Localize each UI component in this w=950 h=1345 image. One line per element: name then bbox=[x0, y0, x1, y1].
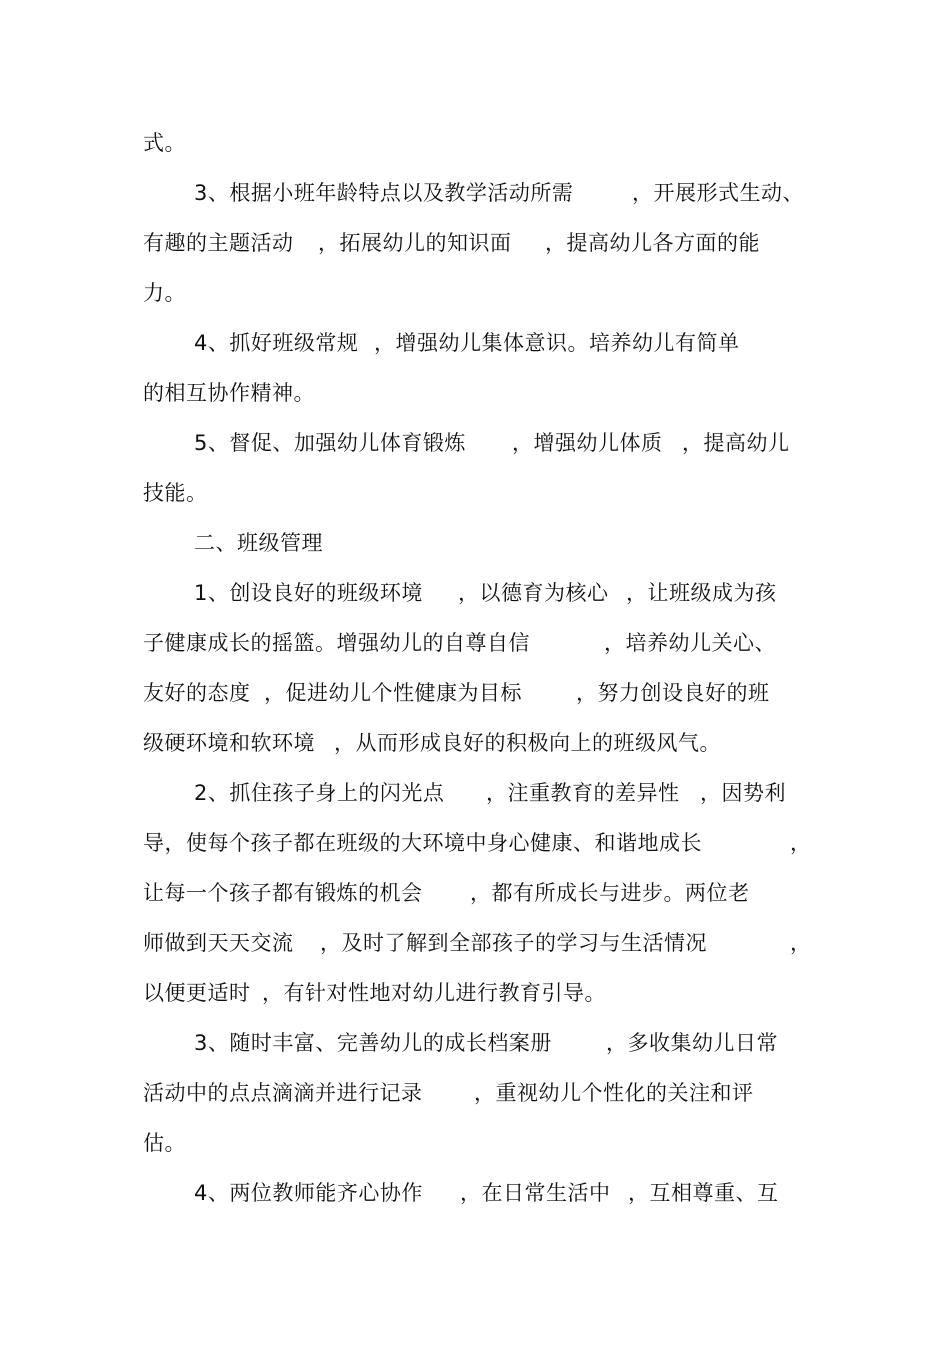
text-line: 4、抓好班级常规 bbox=[194, 331, 359, 355]
text-line: ，从而形成良好的积极向上的班级风气。 bbox=[334, 731, 721, 755]
text-line: 力。 bbox=[143, 281, 186, 305]
text-line: 2、抓住孩子身上的闪光点 bbox=[194, 781, 445, 805]
text-line: ，以德育为核心 bbox=[458, 581, 609, 605]
text-line: 3、随时丰富、完善幼儿的成长档案册 bbox=[194, 1031, 552, 1055]
text-line: 活动中的点点滴滴并进行记录 bbox=[143, 1081, 423, 1105]
text-line: ，拓展幼儿的知识面 bbox=[318, 231, 512, 255]
text-line: ，增强幼儿集体意识。培养幼儿有简单 bbox=[374, 331, 740, 355]
text-line: ，因势利 bbox=[700, 781, 786, 805]
text-line: ，有针对性地对幼儿进行教育引导。 bbox=[262, 981, 606, 1005]
text-line: 级硬环境和软环境 bbox=[143, 731, 315, 755]
text-line: 友好的态度 bbox=[143, 681, 251, 705]
text-line: 5、督促、加强幼儿体育锻炼 bbox=[194, 431, 466, 455]
text-line: ，互相尊重、互 bbox=[628, 1181, 779, 1205]
text-line: ，都有所成长与进步。两位老 bbox=[470, 881, 750, 905]
text-line: ，努力创设良好的班 bbox=[576, 681, 770, 705]
text-line: 4、两位教师能齐心协作 bbox=[194, 1181, 423, 1205]
text-line: 3、根据小班年龄特点以及教学活动所需 bbox=[194, 181, 574, 205]
text-line: ，多收集幼儿日常 bbox=[606, 1031, 778, 1055]
text-line: ， bbox=[790, 931, 812, 955]
text-line: ，及时了解到全部孩子的学习与生活情况 bbox=[320, 931, 707, 955]
text-line: ，增强幼儿体质 bbox=[512, 431, 663, 455]
text-line: ，提高幼儿 bbox=[682, 431, 790, 455]
text-line: ，注重教育的差异性 bbox=[486, 781, 680, 805]
text-line: 技能。 bbox=[143, 481, 208, 505]
text-line: 1、创设良好的班级环境 bbox=[194, 581, 423, 605]
text-line: 的相互协作精神。 bbox=[143, 381, 315, 405]
text-line: ，在日常生活中 bbox=[460, 1181, 611, 1205]
text-line: 子健康成长的摇篮。增强幼儿的自尊自信 bbox=[143, 631, 530, 655]
text-line: ，开展形式生动、 bbox=[632, 181, 804, 205]
section-heading: 二、班级管理 bbox=[194, 531, 323, 555]
text-line: 估。 bbox=[143, 1131, 186, 1155]
text-line: ，重视幼儿个性化的关注和评 bbox=[474, 1081, 754, 1105]
text-line: 导，使每个孩子都在班级的大环境中身心健康、和谐地成长 bbox=[143, 831, 702, 855]
text-line: 师做到天天交流 bbox=[143, 931, 294, 955]
text-line: ，提高幼儿各方面的能 bbox=[545, 231, 760, 255]
text-line: 以便更适时 bbox=[143, 981, 251, 1005]
text-line: 有趣的主题活动 bbox=[143, 231, 294, 255]
text-line: 让每一个孩子都有锻炼的机会 bbox=[143, 881, 423, 905]
text-line: ，培养幼儿关心、 bbox=[604, 631, 776, 655]
text-line: 式。 bbox=[143, 131, 186, 155]
text-line: ，促进幼儿个性健康为目标 bbox=[264, 681, 522, 705]
text-line: ，让班级成为孩 bbox=[626, 581, 777, 605]
text-line: ， bbox=[790, 831, 812, 855]
